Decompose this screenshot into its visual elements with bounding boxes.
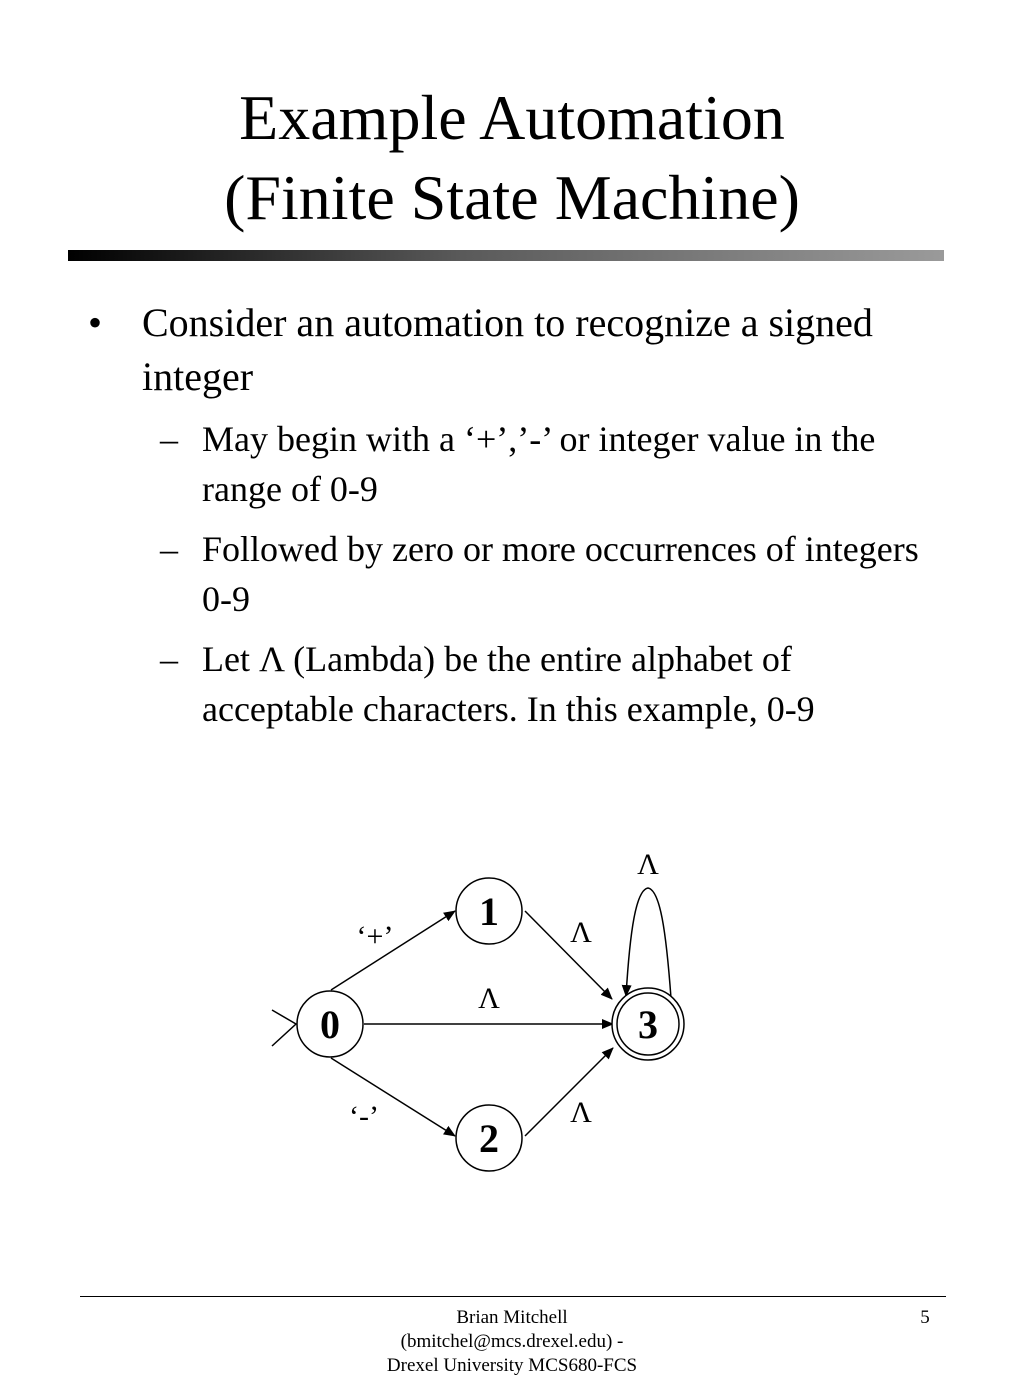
title-line-2: (Finite State Machine): [224, 162, 800, 233]
state-3-label: 3: [638, 1002, 658, 1047]
sub-bullet-dash: –: [160, 529, 178, 569]
footer-email: (bmitchel@mcs.drexel.edu) -: [400, 1331, 624, 1352]
edge-0-2-label: ‘-’: [349, 1100, 379, 1133]
edge-2-3-label: Λ: [570, 1096, 592, 1129]
sub-bullet-text: Followed by zero or more occurrences of integers 0-9: [202, 529, 919, 619]
sub-bullet-text: May begin with a ‘+’,’-’ or integer value in the range of 0-9: [202, 419, 876, 509]
state-1-label: 1: [479, 889, 499, 934]
edge-1-to-3: [525, 911, 612, 999]
sub-bullet-text: Let Λ (Lambda) be the entire alphabet of acceptable characters. In this example, 0-9: [202, 639, 815, 729]
state-0-label: 0: [320, 1002, 340, 1047]
start-state-arrow: [272, 1010, 296, 1046]
footer-author: Brian Mitchell: [456, 1307, 568, 1328]
bullet-mark: •: [88, 300, 103, 345]
sub-bullet-dash: –: [160, 639, 178, 679]
footer-credits: [362, 1306, 662, 1378]
title-line-1: Example Automation: [239, 82, 785, 153]
footer-divider: [80, 1296, 946, 1297]
edge-0-3-label: Λ: [478, 982, 500, 1015]
main-bullet-text: Consider an automation to recognize a signed integer: [142, 300, 873, 399]
page-number: 5: [920, 1307, 930, 1328]
state-2-label: 2: [479, 1116, 499, 1161]
edge-3-3-label: Λ: [637, 848, 659, 881]
edge-0-1-label: ‘+’: [356, 920, 394, 953]
edge-3-self-loop: [626, 888, 671, 998]
sub-bullet-dash: –: [160, 419, 178, 459]
edge-1-3-label: Λ: [570, 916, 592, 949]
edge-2-to-3: [525, 1048, 613, 1136]
footer-course: Drexel University MCS680-FCS: [386, 1355, 638, 1376]
